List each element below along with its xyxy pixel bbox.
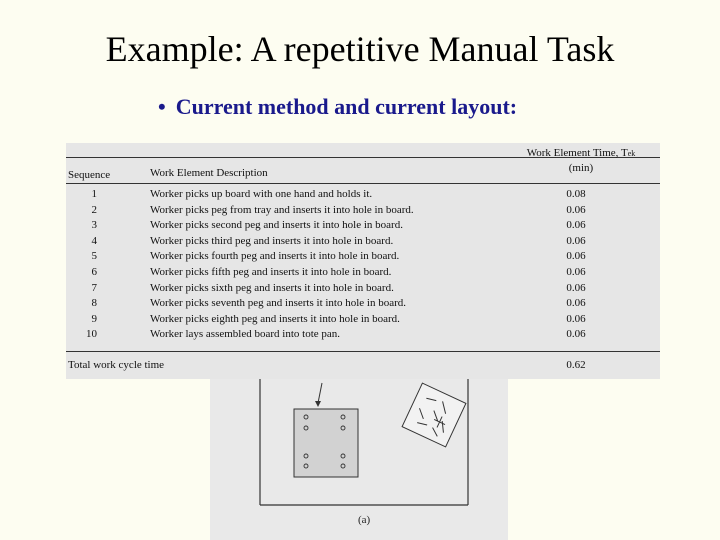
row-time: 0.06 [566, 297, 586, 310]
row-sequence: 1 [91, 188, 97, 200]
table-row [66, 218, 660, 234]
sketch-caption: (a) [358, 514, 371, 526]
peg-tray-icon [402, 383, 466, 447]
header-description: Work Element Description [150, 167, 268, 179]
bullet-dot-icon: • [158, 94, 166, 119]
row-sequence: 8 [91, 297, 97, 310]
row-description: Worker picks seventh peg and inserts it into hole in board. [150, 297, 407, 310]
header-sequence: Sequence [68, 169, 111, 181]
pointer-arrowhead [315, 401, 321, 407]
row-description: Worker picks fifth peg and inserts it into hole in board. [150, 266, 392, 278]
row-time: 0.06 [566, 250, 586, 263]
row-description: Worker picks fourth peg and inserts it into hole in board. [150, 250, 400, 263]
row-time: 0.06 [566, 312, 586, 325]
header-time [506, 146, 656, 175]
row-time: 0.06 [566, 328, 586, 341]
header-time-label: Work Element Time, T [526, 147, 628, 159]
board-icon [294, 409, 358, 477]
row-sequence: 9 [91, 312, 97, 325]
row-time: 0.06 [566, 281, 586, 294]
total-row [66, 358, 660, 374]
row-sequence: 3 [91, 219, 97, 232]
table-row [66, 312, 660, 328]
table-row [66, 249, 660, 265]
row-time: 0.06 [566, 266, 586, 278]
total-label: Total work cycle time [68, 359, 165, 371]
row-description: Worker picks sixth peg and inserts it into hole in board. [150, 281, 394, 294]
row-time: 0.06 [566, 219, 586, 232]
slide-title: Example: A repetitive Manual Task [105, 29, 615, 69]
work-element-table [66, 143, 660, 379]
row-sequence: 7 [91, 281, 97, 294]
row-description: Worker picks second peg and inserts it into hole in board. [150, 219, 403, 232]
row-sequence: 4 [91, 234, 97, 247]
row-time: 0.06 [566, 234, 586, 247]
row-description: Worker picks up board with one hand and holds it. [150, 188, 373, 200]
row-sequence: 6 [91, 266, 97, 278]
row-time: 0.08 [566, 188, 586, 200]
header-rule [66, 183, 660, 184]
table-row [66, 187, 660, 203]
bullet-text: Current method and current layout: [175, 94, 518, 119]
table-row [66, 234, 660, 250]
table-row [66, 281, 660, 297]
row-sequence: 2 [91, 203, 97, 216]
layout-sketch [210, 379, 508, 540]
row-sequence: 10 [86, 328, 97, 341]
header-time-subscript: ek [627, 149, 636, 158]
layout-drawing [210, 379, 508, 540]
row-time: 0.06 [566, 203, 586, 216]
total-rule [66, 351, 660, 352]
table-row [66, 296, 660, 312]
table-row [66, 203, 660, 219]
bullet-item [158, 94, 517, 120]
row-sequence: 5 [91, 250, 97, 263]
row-description: Worker lays assembled board into tote pan. [150, 328, 341, 341]
row-description: Worker picks peg from tray and inserts it into hole in board. [150, 203, 414, 216]
table-row [66, 327, 660, 343]
table-row [66, 265, 660, 281]
row-description: Worker picks third peg and inserts it into hole in board. [150, 234, 394, 247]
header-time-unit: (min) [568, 162, 594, 174]
row-description: Worker picks eighth peg and inserts it into hole in board. [150, 312, 400, 325]
total-time: 0.62 [566, 359, 586, 371]
pointer-arrow [318, 383, 322, 403]
